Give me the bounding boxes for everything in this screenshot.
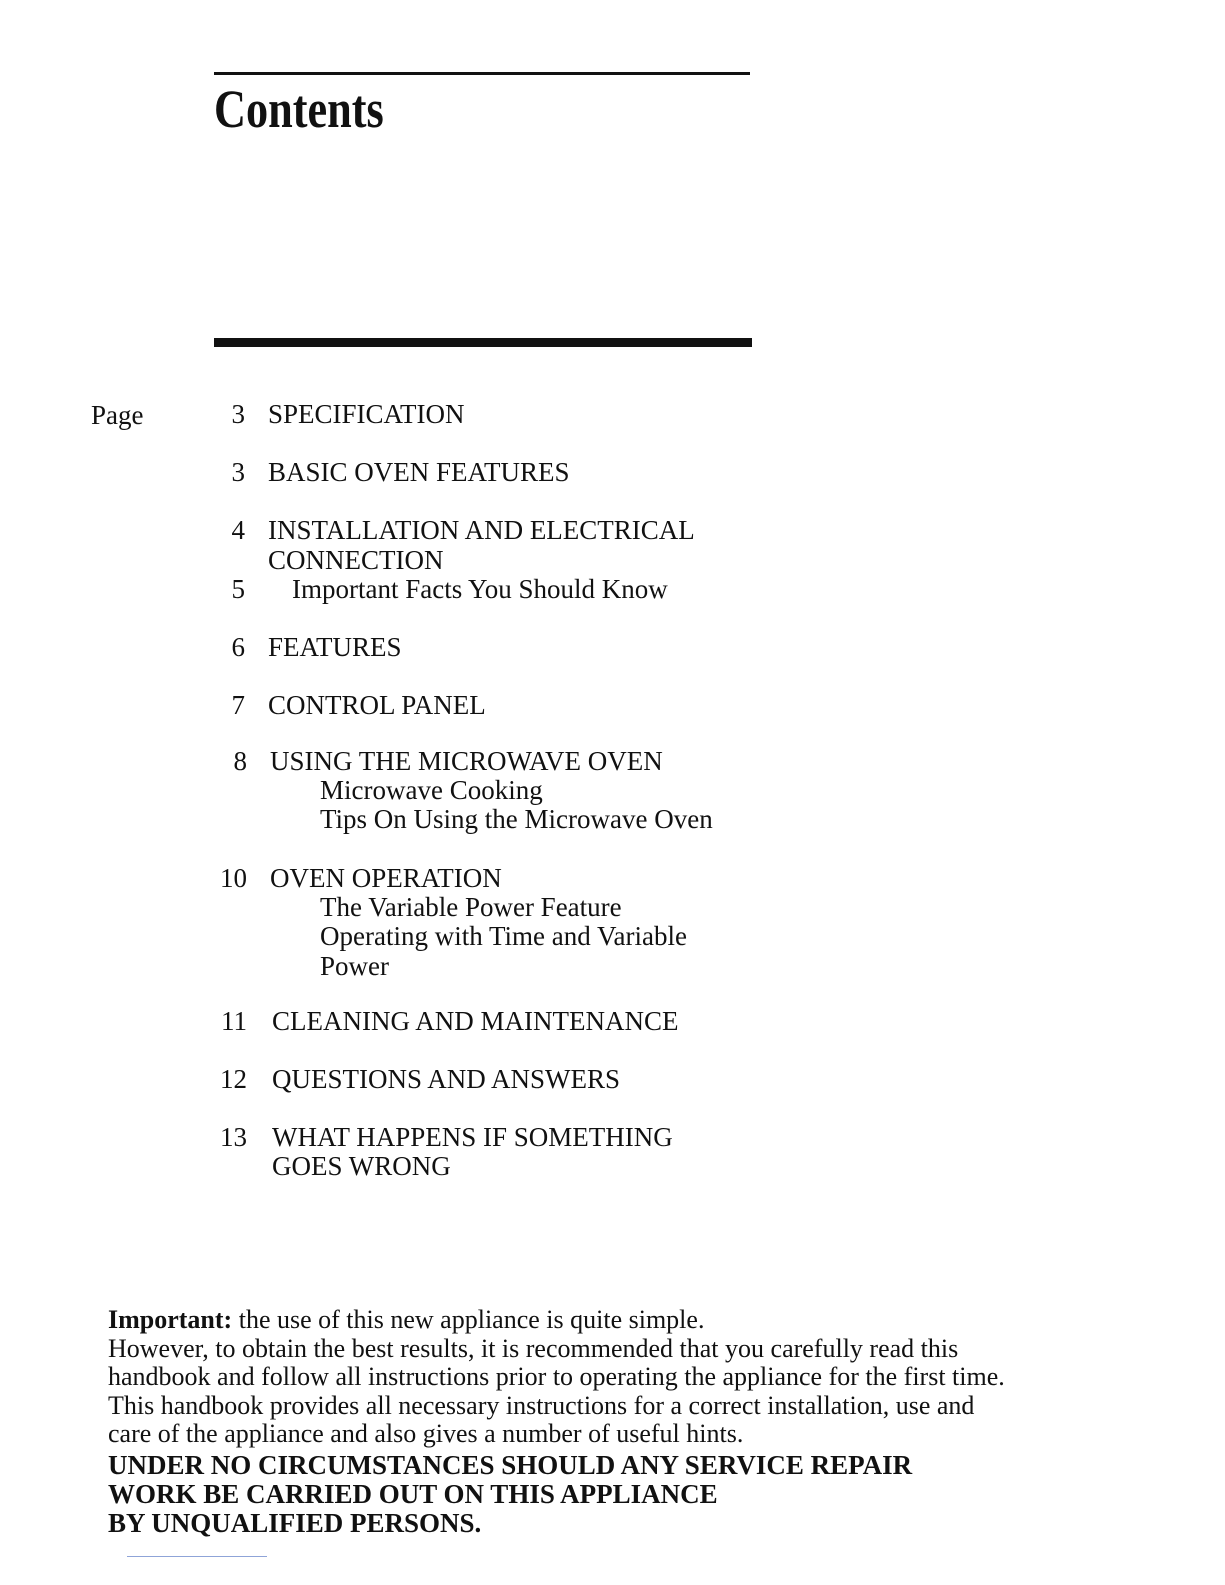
warning-line: UNDER NO CIRCUMSTANCES SHOULD ANY SERVICE REPAIR [108, 1450, 913, 1480]
toc-title: SPECIFICATION [268, 399, 465, 429]
toc-title: OVEN OPERATION [270, 863, 502, 893]
page-title: Contents [214, 79, 384, 139]
heading-rule [214, 338, 752, 347]
warning-line: WORK BE CARRIED OUT ON THIS APPLIANCE [108, 1479, 718, 1509]
toc-page-number: 7 [231, 690, 245, 720]
toc-title: QUESTIONS AND ANSWERS [272, 1064, 621, 1094]
toc-page-number: 12 [220, 1064, 247, 1094]
toc-page-number: 3 [231, 457, 245, 487]
toc-title: CLEANING AND MAINTENANCE [272, 1006, 679, 1036]
notice-text: the use of this new appliance is quite simple. [232, 1305, 705, 1334]
toc-title: CONTROL PANEL [268, 690, 486, 720]
toc-title: FEATURES [268, 632, 402, 662]
toc-page-number: 5 [231, 574, 245, 604]
toc-subentry[interactable]: The Variable Power Feature [320, 892, 622, 922]
footer-divider [127, 1556, 267, 1557]
toc-title: BASIC OVEN FEATURES [268, 457, 570, 487]
important-notice [108, 1306, 1208, 1449]
toc-page-number: 8 [233, 746, 247, 776]
service-warning [108, 1451, 912, 1538]
toc-subentry[interactable]: Power [320, 951, 389, 981]
toc-page-number: 10 [220, 863, 247, 893]
warning-line: BY UNQUALIFIED PERSONS. [108, 1508, 482, 1538]
toc-title: INSTALLATION AND ELECTRICAL [268, 515, 695, 545]
notice-text: handbook and follow all instructions prior to operating the appliance for the first time. [108, 1362, 1005, 1391]
toc-title-continued: GOES WRONG [272, 1151, 451, 1181]
toc-title: USING THE MICROWAVE OVEN [270, 746, 663, 776]
notice-label: Important: [108, 1305, 233, 1334]
toc-page-number: 4 [231, 515, 245, 545]
page-column-label: Page [91, 400, 144, 430]
toc-page-number: 3 [231, 399, 245, 429]
toc-page-number: 11 [221, 1006, 247, 1036]
toc-page-number: 6 [231, 632, 245, 662]
notice-text: However, to obtain the best results, it is recommended that you carefully read this [108, 1333, 959, 1363]
toc-page-number: 13 [220, 1122, 247, 1152]
toc-subentry[interactable]: Microwave Cooking [320, 775, 543, 805]
top-rule [214, 72, 750, 75]
toc-subentry[interactable]: Operating with Time and Variable [320, 921, 687, 951]
toc-title-continued: CONNECTION [268, 545, 444, 575]
toc-subentry[interactable]: Tips On Using the Microwave Oven [320, 804, 713, 834]
toc-title: WHAT HAPPENS IF SOMETHING [272, 1122, 673, 1152]
toc-title: Important Facts You Should Know [292, 574, 668, 604]
notice-text: care of the appliance and also gives a number of useful hints. [108, 1419, 744, 1448]
notice-text: This handbook provides all necessary instructions for a correct installation, use and [108, 1390, 975, 1420]
